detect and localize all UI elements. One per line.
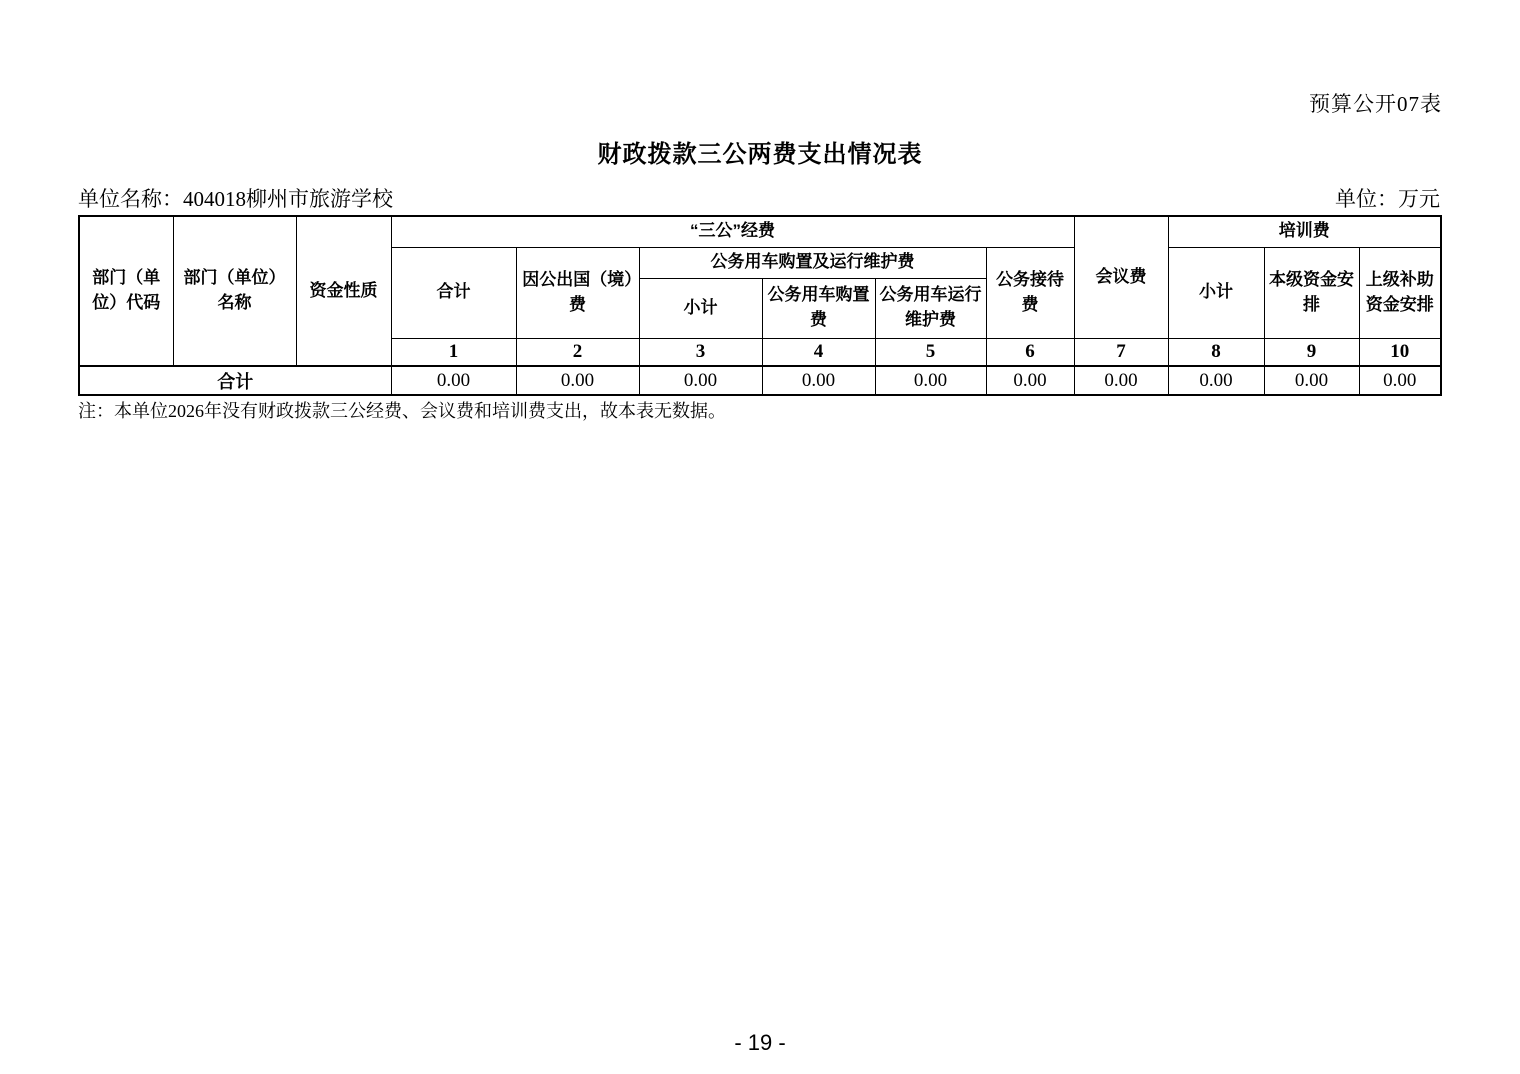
column-number-7: 7 — [1074, 338, 1168, 366]
total-value-9: 0.00 — [1264, 366, 1359, 395]
header-abroad-fee: 因公出国（境）费 — [516, 247, 639, 338]
total-value-2: 0.00 — [516, 366, 639, 395]
column-number-5: 5 — [875, 338, 986, 366]
column-number-4: 4 — [762, 338, 875, 366]
total-value-1: 0.00 — [391, 366, 516, 395]
header-vehicle-group: 公务用车购置及运行维护费 — [639, 247, 986, 278]
header-dept-name: 部门（单位）名称 — [173, 216, 296, 366]
header-training-superior: 上级补助资金安排 — [1359, 247, 1441, 338]
header-vehicle-purchase: 公务用车购置费 — [762, 278, 875, 338]
column-number-10: 10 — [1359, 338, 1441, 366]
header-dept-code: 部门（单位）代码 — [79, 216, 173, 366]
budget-expenditure-table — [78, 215, 1442, 396]
header-reception-fee: 公务接待费 — [986, 247, 1074, 338]
total-value-7: 0.00 — [1074, 366, 1168, 395]
total-value-3: 0.00 — [639, 366, 762, 395]
header-meeting-fee: 会议费 — [1074, 216, 1168, 338]
total-value-4: 0.00 — [762, 366, 875, 395]
table-row-total — [79, 366, 1441, 395]
column-number-3: 3 — [639, 338, 762, 366]
total-row-label: 合计 — [79, 366, 391, 395]
table-meta-row — [78, 183, 1440, 213]
column-number-2: 2 — [516, 338, 639, 366]
currency-unit-label: 单位：万元 — [1335, 187, 1440, 211]
page-title: 财政拨款三公两费支出情况表 — [597, 141, 923, 168]
form-number-label: 预算公开07表 — [1309, 92, 1442, 116]
total-value-8: 0.00 — [1168, 366, 1264, 395]
column-number-1: 1 — [391, 338, 516, 366]
page-number: - 19 - — [734, 1030, 786, 1055]
unit-name-label: 单位名称：404018柳州市旅游学校 — [78, 187, 393, 211]
header-vehicle-subtotal: 小计 — [639, 278, 762, 338]
column-number-9: 9 — [1264, 338, 1359, 366]
header-fund-nature: 资金性质 — [296, 216, 391, 366]
header-training-local: 本级资金安排 — [1264, 247, 1359, 338]
column-number-8: 8 — [1168, 338, 1264, 366]
total-value-10: 0.00 — [1359, 366, 1441, 395]
header-training-subtotal: 小计 — [1168, 247, 1264, 338]
header-sangong-group: “三公”经费 — [391, 216, 1074, 247]
header-total: 合计 — [391, 247, 516, 338]
header-training-group: 培训费 — [1168, 216, 1441, 247]
column-number-6: 6 — [986, 338, 1074, 366]
total-value-6: 0.00 — [986, 366, 1074, 395]
header-vehicle-maintain: 公务用车运行维护费 — [875, 278, 986, 338]
total-value-5: 0.00 — [875, 366, 986, 395]
table-footnote: 注：本单位2026年没有财政拨款三公经费、会议费和培训费支出，故本表无数据。 — [78, 401, 726, 421]
